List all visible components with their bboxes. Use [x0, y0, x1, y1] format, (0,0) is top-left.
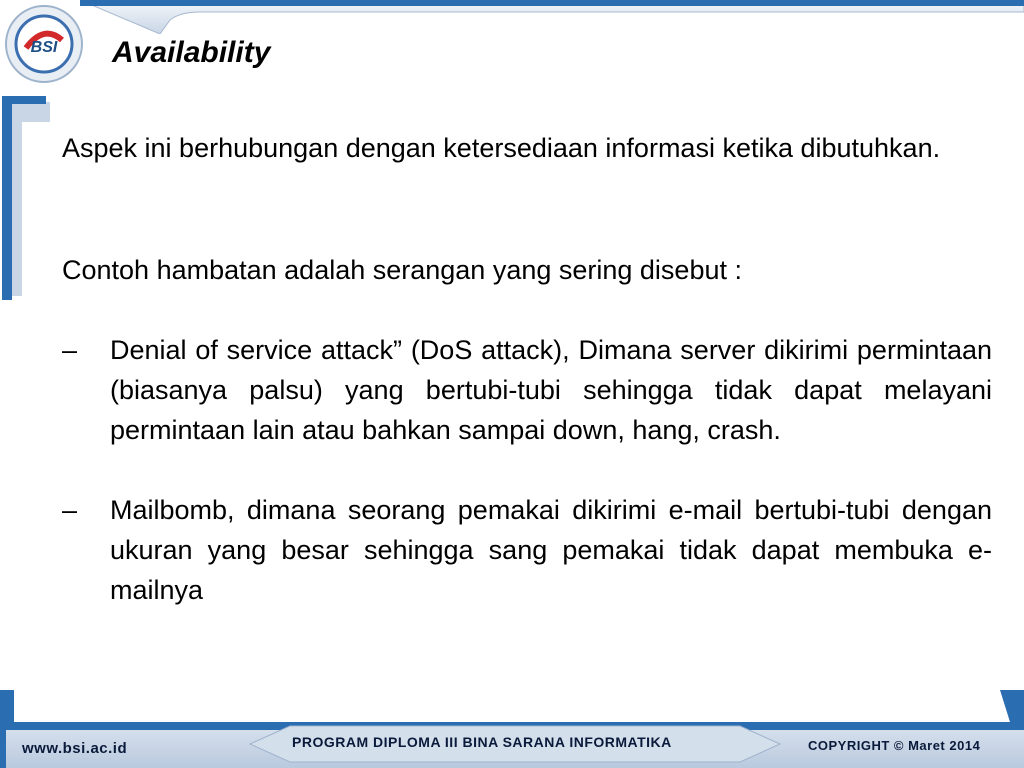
example-paragraph: Contoh hambatan adalah serangan yang sering disebut : [62, 255, 742, 285]
top-decorative-band [80, 0, 1024, 34]
list-item-dos [62, 330, 992, 450]
dash-marker: – [62, 335, 78, 365]
svg-text:BSI: BSI [30, 39, 58, 56]
footer-url: www.bsi.ac.id [22, 740, 128, 757]
intro-paragraph: Aspek ini berhubungan dengan ketersediaan informasi ketika dibutuhkan. [62, 133, 941, 163]
list-item-text: Denial of service attack” (DoS attack), Dimana server dikirimi permintaan (biasanya palsu) yang bertubi-tubi sehingga tidak dapat melayani permintaan lain atau bahkan sampai down, hang, crash. [110, 335, 992, 445]
list-item-mailbomb [62, 490, 992, 610]
attack-list [62, 330, 992, 610]
footer-program: PROGRAM DIPLOMA III BINA SARANA INFORMATIKA [292, 734, 672, 750]
footer-copyright: COPYRIGHT © Maret 2014 [808, 738, 981, 753]
list-item-text: Mailbomb, dimana seorang pemakai dikirimi e-mail bertubi-tubi dengan ukuran yang besar sehingga sang pemakai tidak dapat membuka e-mailnya [110, 495, 992, 605]
page-title: Availability [112, 36, 271, 69]
dash-marker: – [62, 495, 78, 525]
left-decorative-bracket [0, 96, 60, 306]
bsi-logo-icon [4, 4, 84, 84]
footer-band [0, 686, 1024, 768]
